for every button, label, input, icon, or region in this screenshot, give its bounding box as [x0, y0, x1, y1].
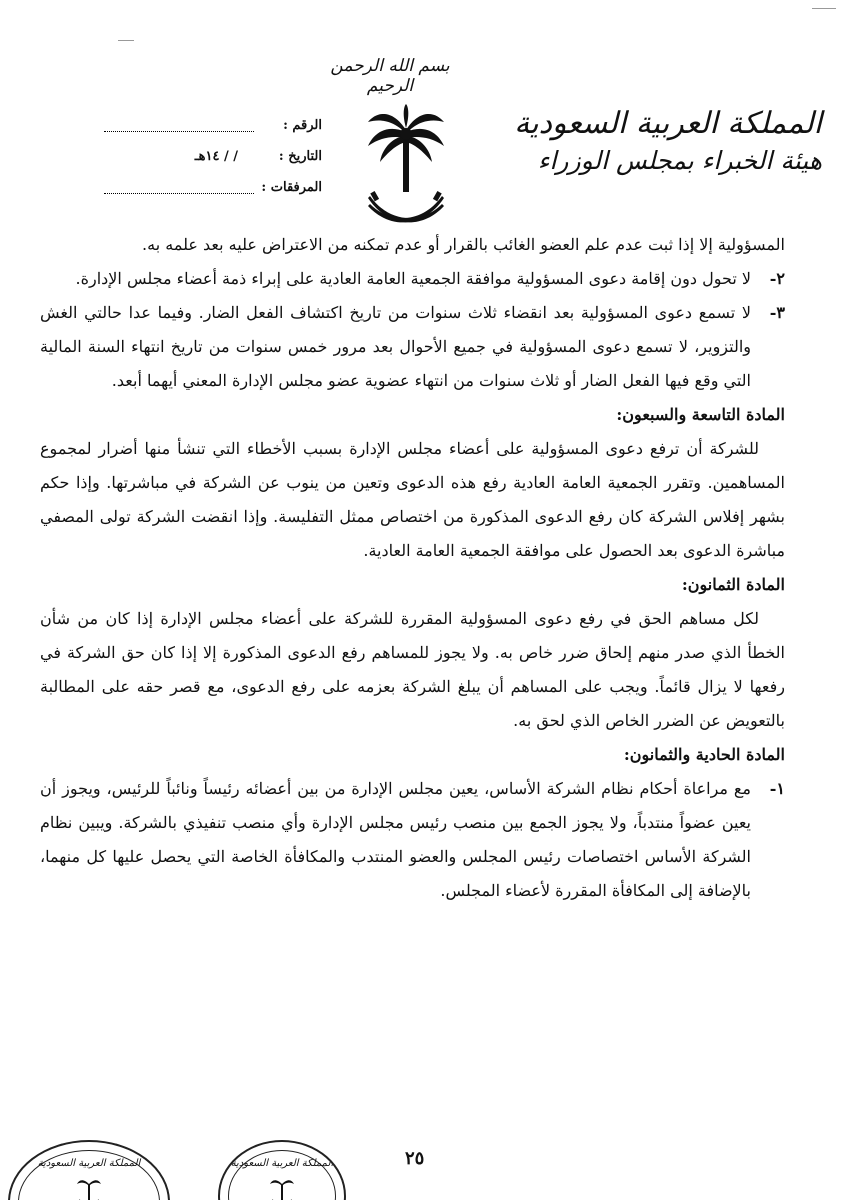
official-stamp	[218, 1140, 346, 1200]
stamp-text: المملكة العربية السعودية	[37, 1158, 141, 1169]
list-item	[40, 772, 785, 908]
document-body	[40, 228, 785, 908]
continuation-paragraph: المسؤولية إلا إذا ثبت عدم علم العضو الغائب بالقرار أو عدم تمكنه من الاعتراض عليه بعد علمه به.	[142, 235, 785, 254]
list-item	[40, 296, 785, 398]
article-79-text: للشركة أن ترفع دعوى المسؤولية على أعضاء مجلس الإدارة بسبب الأخطاء التي تنشأ منها أضرار لمجموع المساهمين. وتقرر الجمعية العامة العادية رفع هذه الدعوى وتعين من ينوب عن الشركة في مباشرتها. وإذا حكم بشهر إفلاس الشركة كان رفع الدعوى المذكورة من اختصاص ممثل التفليسة. وإذا انقضت الشركة تولى المصفي مباشرة الدعوى بعد الحصول على موافقة الجمعية العامة العادية.	[40, 439, 785, 560]
date-label: التاريخ :	[278, 149, 322, 164]
article-80-text: لكل مساهم الحق في رفع دعوى المسؤولية المقررة للشركة على أعضاء مجلس الإدارة إذا كان من شأن الخطأ الذي صدر منهم إلحاق ضرر خاص به. ولا يجوز للمساهم رفع الدعوى المذكورة إلا إذا كان حق الشركة في رفعها لا يزال قائماً. ويجب على المساهم أن يبلغ الشركة بعزمه على رفع الدعوى، مع قصر حقه على المطالبة بالتعويض عن الضرر الخاص الذي لحق به.	[40, 609, 785, 730]
article-79-heading: المادة التاسعة والسبعون:	[616, 405, 785, 424]
reference-label: الرقم :	[283, 118, 322, 133]
article-80-heading: المادة الثمانون:	[681, 575, 785, 594]
list-item	[40, 262, 785, 296]
reference-line	[104, 119, 254, 132]
authority-name: هيئة الخبراء بمجلس الوزراء	[537, 146, 822, 175]
palm-icon	[270, 1176, 294, 1200]
reference-number-row	[22, 110, 322, 141]
scan-mark	[118, 40, 134, 41]
organization-name	[502, 104, 822, 178]
attachments-label: المرفقات :	[261, 180, 322, 195]
basmala: بسم الله الرحمن الرحيم	[330, 56, 450, 96]
reference-block	[22, 110, 322, 203]
kingdom-name: المملكة العربية السعودية	[514, 106, 822, 141]
item-number: ٣-	[769, 303, 785, 322]
stamp-text: المملكة العربية السعودية	[230, 1158, 334, 1169]
item-number: ١-	[769, 779, 785, 798]
date-row	[22, 141, 322, 172]
date-value: / / ١٤هـ	[194, 149, 238, 164]
attachments-line	[104, 181, 254, 194]
official-stamp	[8, 1140, 170, 1200]
scan-mark	[812, 8, 836, 9]
item-text: لا تحول دون إقامة دعوى المسؤولية موافقة الجمعية العامة العادية على إبراء ذمة أعضاء مجلس الإدارة.	[75, 269, 751, 288]
item-text: مع مراعاة أحكام نظام الشركة الأساس، يعين مجلس الإدارة من بين أعضائه رئيساً ونائباً للرئيس، ويجوز أن يعين عضواً منتدباً، ولا يجوز الجمع بين منصب رئيس مجلس الإدارة وأي منصب تنفيذي بالشركة. ويبين نظام الشركة الأساس اختصاصات رئيس المجلس والعضو المنتدب والمكافأة الخاصة التي يحصل عليها كل منهما، بالإضافة إلى المكافأة المقررة لأعضاء المجلس.	[40, 779, 751, 900]
article-81-heading: المادة الحادية والثمانون:	[623, 745, 785, 764]
item-number: ٢-	[769, 269, 785, 288]
item-text: لا تسمع دعوى المسؤولية بعد انقضاء ثلاث سنوات من تاريخ اكتشاف الفعل الضار. وفيما عدا حالتي الغش والتزوير، لا تسمع دعوى المسؤولية في جميع الأحوال بعد مرور خمس سنوات من تاريخ انتهاء السنة المالية التي وقع فيها الفعل الضار أو ثلاث سنوات من انتهاء عضوية عضو مجلس الإدارة المعني أيهما أبعد.	[40, 303, 751, 390]
page-number: ٢٥	[405, 1148, 425, 1169]
palm-icon	[77, 1176, 101, 1200]
attachments-row	[22, 172, 322, 203]
saudi-emblem-logo	[366, 104, 446, 228]
